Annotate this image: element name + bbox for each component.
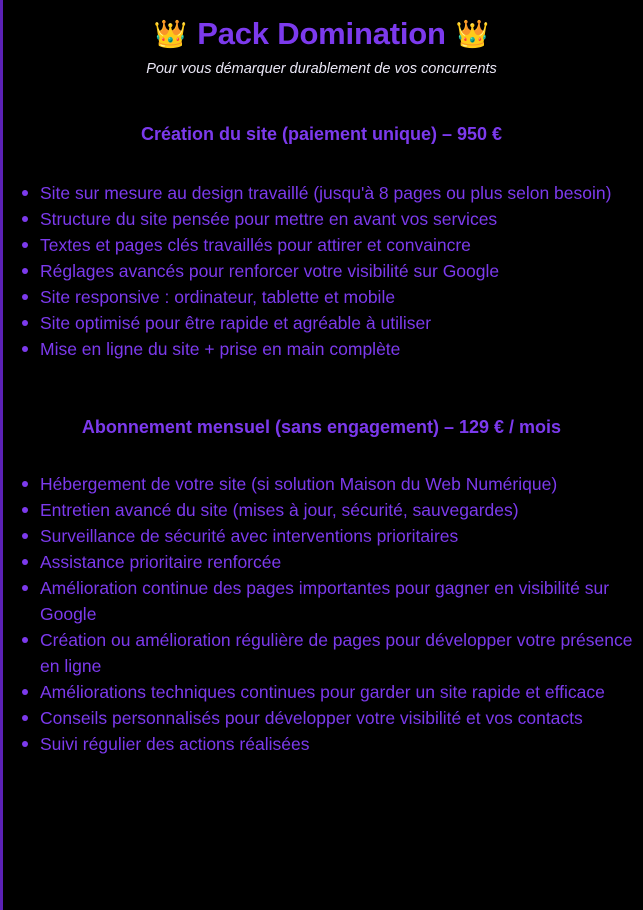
list-item [14,627,635,679]
page-title-row [8,16,635,52]
list-item-label: Site optimisé pour être rapide et agréable à utiliser [40,313,432,333]
bullet-dot-icon [22,507,28,513]
left-accent-rule [0,0,3,910]
section-subscription-list [8,471,635,757]
page-title: Pack Domination [197,16,446,51]
bullet-dot-icon [22,481,28,487]
bullet-dot-icon [22,585,28,591]
list-item [14,232,635,258]
page-subtitle: Pour vous démarquer durablement de vos concurrents [146,61,497,77]
list-item [14,705,635,731]
list-item-label: Assistance prioritaire renforcée [40,552,282,572]
list-item [14,310,635,336]
list-item-label: Conseils personnalisés pour développer votre visibilité et vos contacts [40,708,583,728]
list-item [14,549,635,575]
bullet-dot-icon [22,320,28,326]
list-item [14,284,635,310]
section-creation [8,124,635,362]
list-item-label: Création ou amélioration régulière de pages pour développer votre présence en ligne [40,630,633,676]
list-item [14,258,635,284]
bullet-dot-icon [22,190,28,196]
list-item-label: Suivi régulier des actions réalisées [40,734,310,754]
list-item-label: Améliorations techniques continues pour garder un site rapide et efficace [40,682,605,702]
bullet-dot-icon [22,533,28,539]
list-item-label: Site responsive : ordinateur, tablette et mobile [40,287,396,307]
list-item-label: Site sur mesure au design travaillé (jusqu'à 8 pages ou plus selon besoin) [40,183,612,203]
bullet-dot-icon [22,216,28,222]
list-item [14,180,635,206]
list-item [14,336,635,362]
list-item [14,471,635,497]
list-item-label: Hébergement de votre site (si solution Maison du Web Numérique) [40,474,558,494]
list-item [14,731,635,757]
crown-icon-right: 👑 [455,18,490,49]
crown-icon-left: 👑 [153,18,188,49]
list-item [14,523,635,549]
bullet-dot-icon [22,637,28,643]
bullet-dot-icon [22,741,28,747]
list-item [14,679,635,705]
list-item [14,206,635,232]
section-subscription-title: Abonnement mensuel (sans engagement) – 129 € / mois [81,417,562,437]
bullet-dot-icon [22,689,28,695]
list-item-label: Réglages avancés pour renforcer votre visibilité sur Google [40,261,500,281]
bullet-dot-icon [22,346,28,352]
list-item-label: Structure du site pensée pour mettre en avant vos services [40,209,498,229]
section-subscription [8,417,635,757]
bullet-dot-icon [22,294,28,300]
list-item [14,575,635,627]
list-item [14,497,635,523]
list-item-label: Amélioration continue des pages importantes pour gagner en visibilité sur Google [40,578,610,624]
list-item-label: Textes et pages clés travaillés pour attirer et convaincre [40,235,471,255]
list-item-label: Entretien avancé du site (mises à jour, sécurité, sauvegardes) [40,500,519,520]
bullet-dot-icon [22,559,28,565]
list-item-label: Mise en ligne du site + prise en main complète [40,339,401,359]
bullet-dot-icon [22,715,28,721]
bullet-dot-icon [22,242,28,248]
list-item-label: Surveillance de sécurité avec interventions prioritaires [40,526,459,546]
bullet-dot-icon [22,268,28,274]
section-creation-list [8,180,635,362]
section-creation-title: Création du site (paiement unique) – 950 € [140,124,503,144]
